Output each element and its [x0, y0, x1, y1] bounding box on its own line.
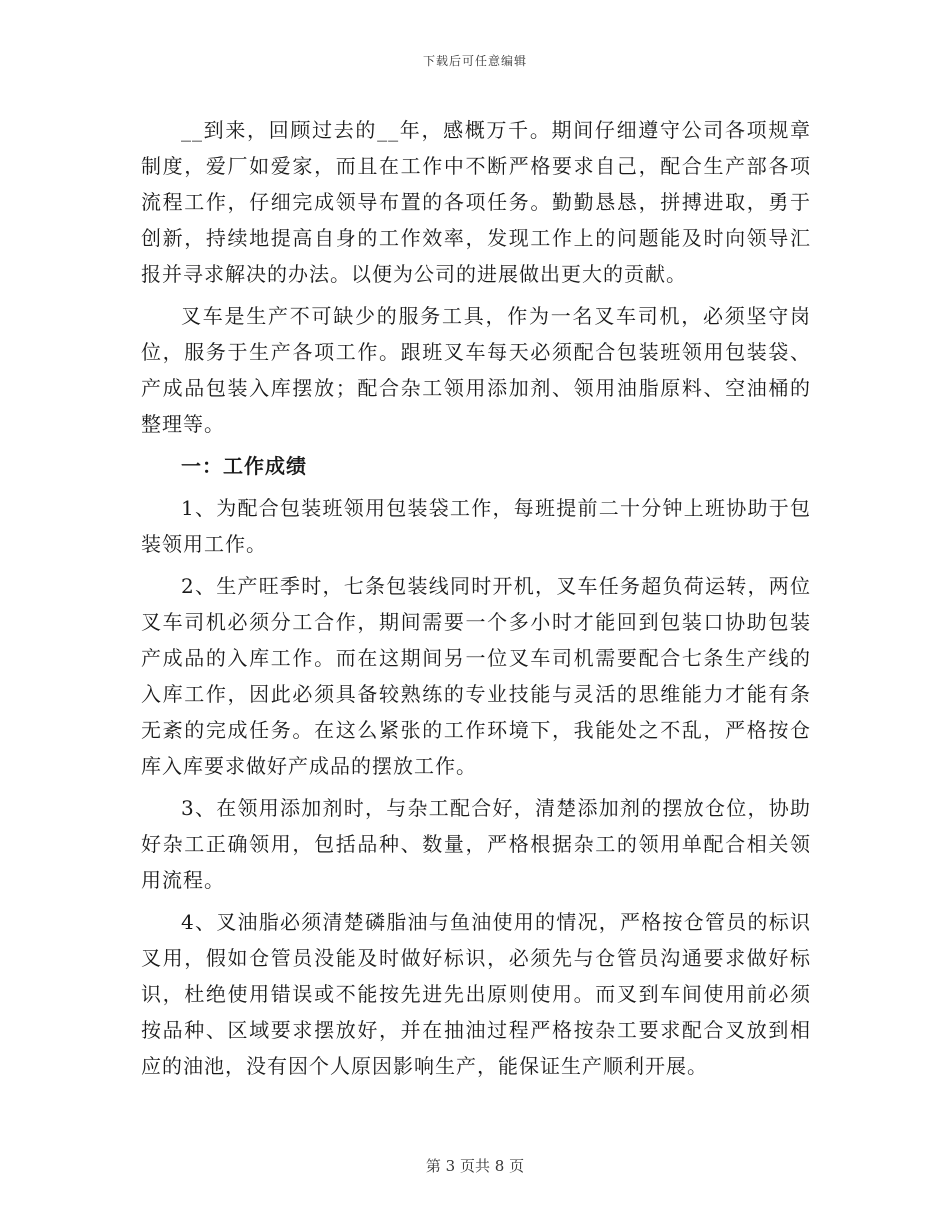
- page-header: 下载后可任意编辑: [422, 54, 527, 68]
- achievement-item-2: 2、生产旺季时，七条包装线同时开机，叉车任务超负荷运转，两位叉车司机必须分工合作，期间需要一个多小时才能回到包装口协助包装产成品的入库工作。而在这期间另一位叉车司机需要配合七条生产线的入库工作，因此必须具备较熟练的专业技能与灵活的思维能力才能有条无紊的完成任务。在这么紧张的工作环境下，我能处之不乱，严格按仓库入库要求做好产成品的摆放工作。: [141, 574, 811, 778]
- forklift-duty-paragraph: 叉车是生产不可缺少的服务工具，作为一名叉车司机，必须坚守岗位，服务于生产各项工作。跟班叉车每天必须配合包装班领用包装袋、产成品包装入库摆放；配合杂工领用添加剂、领用油脂原料、空油桶的整理等。: [141, 304, 811, 436]
- achievement-item-1: 1、为配合包装班领用包装袋工作，每班提前二十分钟上班协助于包装领用工作。: [141, 496, 811, 556]
- section-heading: 一：工作成绩: [181, 454, 307, 478]
- achievement-item-4: 4、叉油脂必须清楚磷脂油与鱼油使用的情况，严格按仓管员的标识叉用，假如仓管员没能及时做好标识，必须先与仓管员沟通要求做好标识，杜绝使用错误或不能按先进先出原则使用。而叉到车间使用前必须按品种、区域要求摆放好，并在抽油过程严格按杂工要求配合叉放到相应的油池，没有因个人原因影响生产，能保证生产顺利开展。: [141, 910, 811, 1078]
- achievement-item-3: 3、在领用添加剂时，与杂工配合好，清楚添加剂的摆放仓位，协助好杂工正确领用，包括品种、数量，严格根据杂工的领用单配合相关领用流程。: [141, 796, 811, 892]
- intro-paragraph: __到来，回顾过去的__年，感概万千。期间仔细遵守公司各项规章制度，爱厂如爱家，而且在工作中不断严格要求自己，配合生产部各项流程工作，仔细完成领导布置的各项任务。勤勤恳恳，拼搏进取，勇于创新，持续地提高自身的工作效率，发现工作上的问题能及时向领导汇报并寻求解决的办法。以便为公司的进展做出更大的贡献。: [141, 118, 811, 286]
- page-number: 第 3 页共 8 页: [425, 1157, 525, 1175]
- document-body: [141, 112, 811, 1090]
